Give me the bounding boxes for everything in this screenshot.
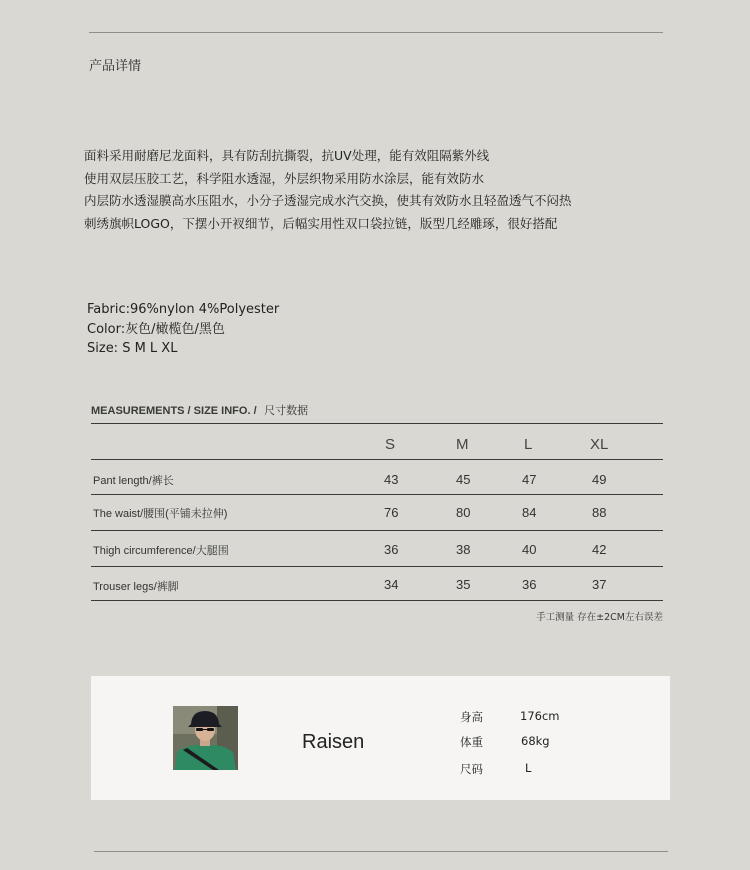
cell-value: 84 (522, 505, 537, 520)
size-header-m: M (456, 436, 469, 453)
product-description (84, 145, 572, 235)
cell-value: 76 (384, 505, 399, 520)
description-line: 刺绣旗帜LOGO，下摆小开衩细节，后幅实用性双口袋拉链，版型几经雕琢，很好搭配 (84, 215, 558, 231)
cell-value: 42 (592, 542, 607, 557)
cell-value: 49 (592, 472, 607, 487)
weight-label: 体重 (460, 735, 483, 749)
table-top-rule (91, 423, 663, 424)
height-label: 身高 (460, 710, 483, 724)
cell-value: 80 (456, 505, 471, 520)
row-label-pant-length: Pant length/裤长 (93, 475, 174, 487)
cell-value: 38 (456, 542, 471, 557)
bottom-divider (94, 851, 668, 852)
table-rule (91, 459, 663, 460)
size-header-xl: XL (590, 436, 609, 453)
table-bottom-rule (91, 600, 663, 601)
cell-value: 47 (522, 472, 537, 487)
table-rule (91, 494, 663, 495)
model-photo-illustration (173, 706, 238, 770)
height-value: 176cm (520, 709, 560, 723)
table-rule (91, 566, 663, 567)
size-table-title-cn: 尺寸数据 (264, 404, 309, 417)
description-line: 使用双层压胶工艺，科学阻水透湿，外层织物采用防水涂层，能有效防水 (84, 170, 485, 186)
cell-value: 36 (522, 577, 537, 592)
color-spec: Color:灰色/橄榄色/黑色 (87, 321, 225, 337)
cell-value: 35 (456, 577, 471, 592)
size-value: L (525, 761, 532, 775)
cell-value: 40 (522, 542, 537, 557)
cell-value: 37 (592, 577, 607, 592)
size-spec: Size: S M L XL (87, 341, 178, 356)
size-table-title-en: MEASUREMENTS / SIZE INFO. / (91, 405, 257, 417)
model-name: Raisen (302, 731, 365, 753)
fabric-spec: Fabric:96%nylon 4%Polyester (87, 302, 280, 317)
size-label: 尺码 (460, 762, 483, 776)
weight-value: 68kg (521, 734, 550, 748)
model-photo (173, 706, 238, 770)
description-line: 面料采用耐磨尼龙面料，具有防刮抗撕裂，抗UV处理，能有效阻隔紫外线 (84, 148, 490, 163)
cell-value: 88 (592, 505, 607, 520)
details-title: 产品详情 (89, 59, 142, 74)
row-label-thigh: Thigh circumference/大腿围 (93, 545, 229, 557)
row-label-waist: The waist/腰围(平铺未拉伸) (93, 508, 228, 520)
cell-value: 45 (456, 472, 471, 487)
size-table-title (91, 402, 308, 418)
cell-value: 43 (384, 472, 399, 487)
product-specs (87, 300, 279, 359)
top-divider (89, 32, 663, 33)
size-header-s: S (385, 436, 396, 453)
size-header-l: L (524, 436, 533, 453)
cell-value: 34 (384, 577, 399, 592)
measurement-note: 手工测量 存在±2CM左右误差 (536, 612, 663, 623)
cell-value: 36 (384, 542, 399, 557)
model-info-card (91, 676, 670, 800)
row-label-trouser-legs: Trouser legs/裤脚 (93, 581, 179, 593)
description-line: 内层防水透湿膜高水压阻水，小分子透湿完成水汽交换，使其有效防水且轻盈透气不闷热 (84, 193, 572, 208)
table-rule (91, 530, 663, 531)
